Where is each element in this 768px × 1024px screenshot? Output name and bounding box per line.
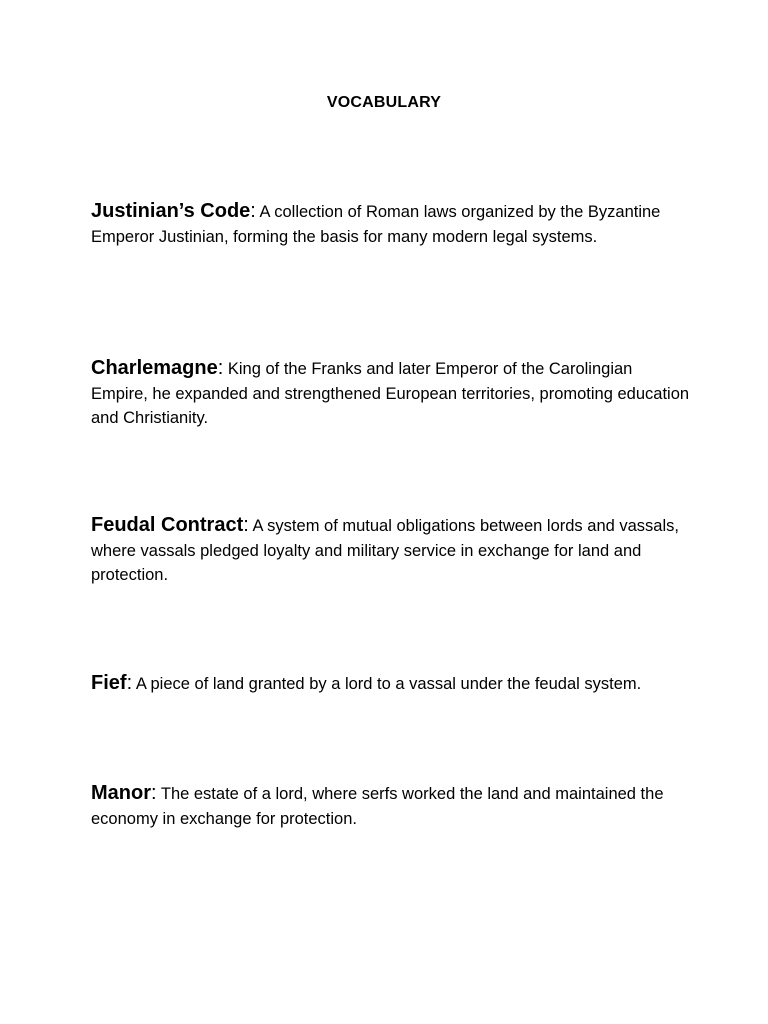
vocabulary-entry-feudal-contract xyxy=(91,513,691,588)
term-separator: : xyxy=(243,514,249,536)
vocabulary-definition: A piece of land granted by a lord to a vassal under the feudal system. xyxy=(135,675,642,693)
term-separator: : xyxy=(250,200,256,222)
vocabulary-entry-charlemagne xyxy=(91,356,691,431)
vocabulary-definition: A collection of Roman laws organized by the Byzantine Emperor Justinian, forming the basis for many modern legal systems. xyxy=(91,203,661,246)
vocabulary-term: Manor xyxy=(91,782,151,804)
term-separator: : xyxy=(151,782,157,804)
vocabulary-definition: A system of mutual obligations between lords and vassals, where vassals pledged loyalty and military service in exchange for land and protection. xyxy=(91,517,679,584)
term-separator: : xyxy=(126,672,133,694)
vocabulary-term: Fief xyxy=(91,672,127,694)
vocabulary-term: Charlemagne xyxy=(91,357,218,379)
vocabulary-term: Feudal Contract xyxy=(91,514,244,536)
vocabulary-term: Justinian’s Code xyxy=(91,200,251,222)
vocabulary-entry-justinians-code xyxy=(91,199,691,249)
vocabulary-definition: King of the Franks and later Emperor of the Carolingian Empire, he expanded and strengthened European territories, promoting education and Christianity. xyxy=(91,360,690,427)
vocabulary-definition: The estate of a lord, where serfs worked the land and maintained the economy in exchange for protection. xyxy=(91,785,664,828)
term-separator: : xyxy=(217,357,224,379)
vocabulary-entry-fief xyxy=(91,671,691,697)
vocabulary-entry-manor xyxy=(91,781,691,831)
page-title: VOCABULARY xyxy=(326,94,442,111)
